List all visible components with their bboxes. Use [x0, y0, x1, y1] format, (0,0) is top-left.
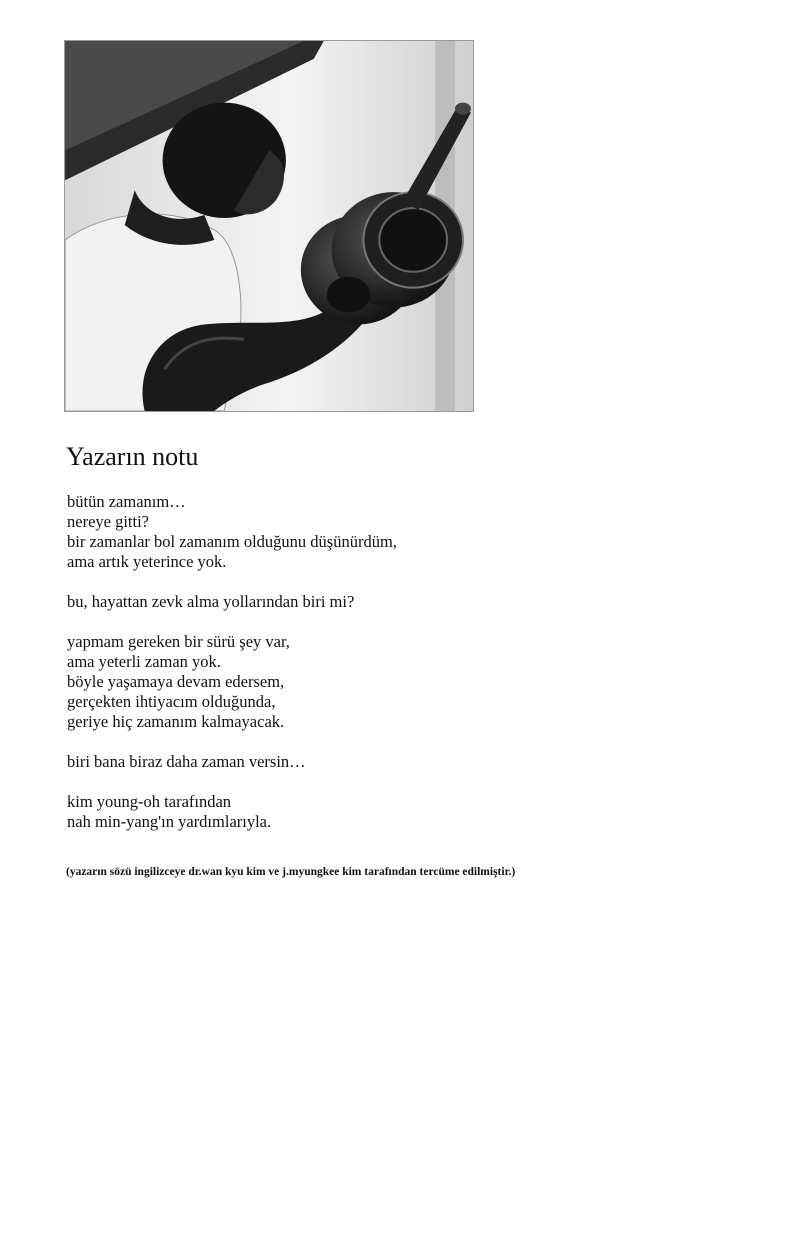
stanza	[67, 492, 667, 572]
poem-line: bir zamanlar bol zamanım olduğunu düşünürdüm,	[67, 532, 397, 551]
stanza	[67, 632, 667, 732]
stanza	[67, 592, 667, 612]
poem-line: bu, hayattan zevk alma yollarından biri mi?	[67, 592, 355, 611]
poem-line: kim young-oh tarafından	[67, 792, 232, 811]
weightlifter-illustration	[65, 41, 473, 411]
poem-line: nah min-yang'ın yardımlarıyla.	[67, 812, 272, 831]
poem-line: ama artık yeterince yok.	[67, 552, 227, 571]
stanza	[67, 792, 667, 832]
poem-line: ama yeterli zaman yok.	[67, 652, 221, 671]
poem-line: nereye gitti?	[67, 512, 150, 531]
poem-line: bütün zamanım…	[67, 492, 186, 511]
poem	[67, 492, 667, 852]
poem-line: geriye hiç zamanım kalmayacak.	[67, 712, 285, 731]
poem-line: böyle yaşamaya devam edersem,	[67, 672, 285, 691]
poem-line: yapmam gereken bir sürü şey var,	[67, 632, 290, 651]
poem-line: biri bana biraz daha zaman versin…	[67, 752, 306, 771]
translator-note: (yazarın sözü ingilizceye dr.wan kyu kim ve j.myungkee kim tarafından tercüme edilmiştir.)	[66, 866, 516, 878]
stanza	[67, 752, 667, 772]
author-photo	[64, 40, 474, 412]
page-title: Yazarın notu	[66, 442, 199, 471]
poem-line: gerçekten ihtiyacım olduğunda,	[67, 692, 276, 711]
